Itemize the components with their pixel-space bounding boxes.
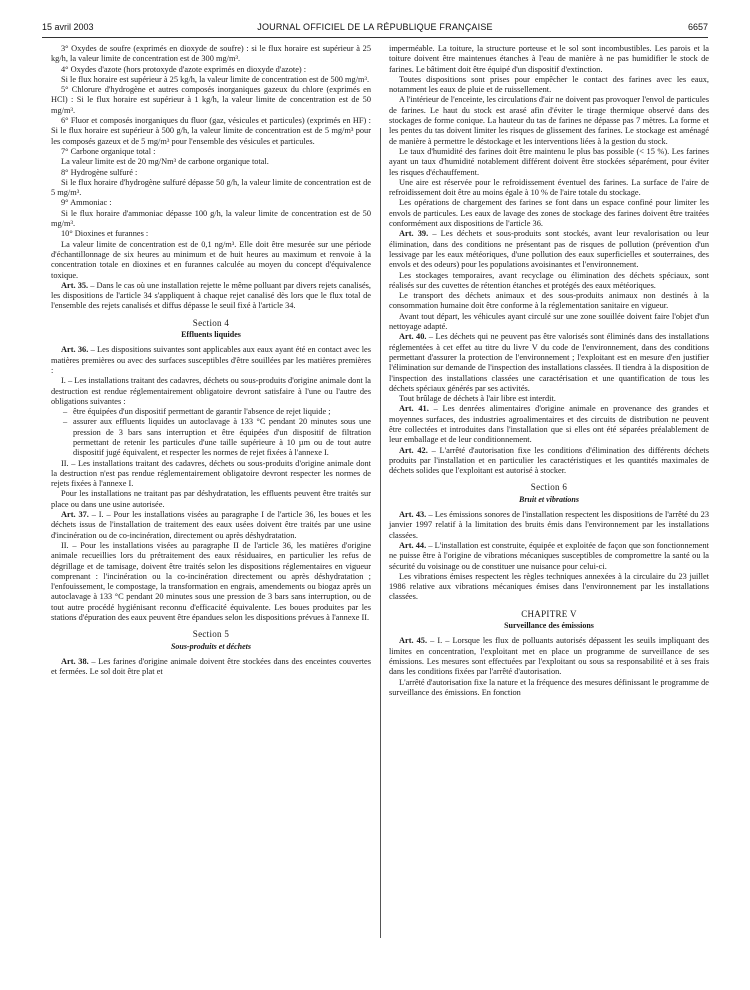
article-text: – Les farines d'origine animale doivent être stockées dans des enceintes couvertes et fermées. Le sol doit être plat et [51, 656, 371, 677]
article-text: – Les déchets et sous-produits sont stockés, avant leur revalorisation ou leur élimination, dans des conditions ne présentant pas de risques de pollution (prévention d'un lessivage par les eaux météoriques, d'une pollution des eaux superficielles et souterraines, des envols et des odeurs) pour les populations avoisinantes et l'environnement. [389, 229, 710, 270]
paragraph: Pour les installations ne traitant pas par déshydratation, les effluents peuvent être traités sur place ou dans une usine autorisée. [51, 489, 371, 509]
paragraph: Avant tout départ, les véhicules ayant circulé sur une zone souillée doivent faire l'objet d'un nettoyage adapté. [389, 311, 709, 332]
section-subtitle: Bruit et vibrations [518, 494, 579, 504]
article-label: Art. 41. [399, 404, 429, 414]
article-label: Art. 43. [399, 510, 427, 520]
paragraph: La valeur limite de concentration est de 0,1 ng/m³. Elle doit être mesurée sur une période d'échantillonnage de six heures au minimum et de huit heures au maximum et renvoie à la concentration totale en dioxines et en furannes calculée au moyen du concept d'équivalence toxique. [51, 239, 371, 280]
article-label: Art. 36. [61, 345, 89, 355]
article-label: Art. 40. [399, 332, 427, 342]
paragraph: Toutes dispositions sont prises pour empêcher le contact des farines avec les eaux, notamment les eaux de pluie et de ruissellement. [389, 74, 709, 95]
paragraph: 5° Chlorure d'hydrogène et autres composés inorganiques gazeux du chlore (exprimés en HCl) : Si le flux horaire est supérieur à 1 kg/h, la valeur limite de concentration est de 50 mg/m³. [51, 85, 371, 115]
paragraph: 6° Fluor et composés inorganiques du fluor (gaz, vésicules et particules) (exprimés en HF) : Si le flux horaire est supérieur à 500 g/h, la valeur limite de concentration est de 5 mg/m³ pour les composés gazeux et de 5 mg/m³ pour l'ensemble des vésicules et particules. [51, 116, 371, 146]
paragraph: I. – Les installations traitant des cadavres, déchets ou sous-produits d'origine animale dont la destruction est rendue réglementairement obligatoire devront satisfaire à l'une ou l'autre des obligations suivantes : [51, 376, 371, 406]
section-title: Section 4 [192, 317, 230, 328]
paragraph: Le transport des déchets animaux et des sous-produits animaux non destinés à la consommation humaine doit être conforme à la réglementation sanitaire en vigueur. [389, 291, 709, 311]
paragraph: Tout brûlage de déchets à l'air libre est interdit. [399, 394, 556, 404]
article-text: – Les denrées alimentaires d'origine animale en provenance des grandes et moyennes surfaces, des industries agroalimentaires et des circuits de distribution ne peuvent être collectées et introduites dans l'installation que si elles ont été séparées préalablement de leur emballage et de leur conditionnement. [389, 404, 709, 445]
article-label: Art. 42. [399, 445, 428, 455]
article-text: – Les dispositions suivantes sont applicables aux eaux ayant été en contact avec les matières premières ou avec des surfaces susceptibles d'être souillées par les matières premières : [51, 345, 371, 375]
paragraph: 3° Oxydes de soufre (exprimés en dioxyde de soufre) : si le flux horaire est supérieur à 25 kg/h, la valeur limite de concentration est de 300 mg/m³. [51, 44, 371, 64]
paragraph: Une aire est réservée pour le refroidissement éventuel des farines. La surface de l'aire de refroidissement doit être au moins égale à 10 % de l'aire totale du stockage. [389, 177, 709, 198]
header-rule [42, 37, 708, 38]
chapter-title: CHAPITRE V [521, 608, 577, 619]
paragraph: 9° Ammoniac : [61, 198, 112, 208]
header-journal-title: JOURNAL OFFICIEL DE LA RÉPUBLIQUE FRANÇAISE [257, 22, 493, 32]
article-35 [51, 281, 371, 312]
paragraph: Le taux d'humidité des farines doit être maintenu le plus bas possible (< 15 %). Les farines ayant un taux d'humidité notablement différent doivent être stockées séparément, pour éviter les risques d'échauffement. [389, 146, 709, 177]
article-36 [51, 345, 371, 376]
left-column [51, 44, 371, 678]
right-column [389, 44, 709, 698]
section-title: Section 6 [530, 482, 568, 493]
paragraph: Les stockages temporaires, avant recyclage ou élimination des déchets spéciaux, sont réalisés sur des cuvettes de rétention étanches et protégés des eaux météoriques. [389, 270, 709, 290]
article-45 [389, 636, 709, 677]
article-text: – L'arrêté d'autorisation fixe les conditions d'élimination des différents déchets produits par l'installation et en particulier les caractéristiques et les quantités maximales de déchets solides que l'exploitant est autorisé à stocker. [389, 445, 709, 476]
paragraph: A l'intérieur de l'enceinte, les circulations d'air ne doivent pas provoquer l'envol de particules de farines. Le haut du stock est arasé afin d'éviter le tirage thermique observé dans des stockages de forme conique. La hauteur du tas de farines ne dépasse pas 7 mètres. La forme et les pentes du tas doivent limiter les risques de glissement des farines. Le stockage est aménagé de manière à permettre le déstockage et les interventions liées à la gestion du stock. [389, 95, 709, 146]
paragraph: 7° Carbone organique total : [61, 146, 156, 156]
article-40 [389, 332, 709, 394]
article-38 [51, 657, 371, 678]
header-page-number: 6657 [687, 22, 708, 32]
article-text: – L'installation est construite, équipée et exploitée de façon que son fonctionnement ne puisse être à l'origine de vibrations mécaniques susceptibles de compromettre la santé ou la sécurité du voisinage ou de constituer une nuisance pour celui-ci. [389, 540, 709, 571]
paragraph: La valeur limite est de 20 mg/Nm³ de carbone organique total. [61, 157, 269, 167]
article-39 [389, 229, 709, 270]
article-41 [389, 404, 709, 445]
paragraph: Si le flux horaire d'ammoniac dépasse 100 g/h, la valeur limite de concentration est de 50 mg/m³. [51, 208, 371, 229]
article-text: – Dans le cas où une installation rejette le même polluant par divers rejets canalisés, les dispositions de l'article 34 s'appliquent à chaque rejet canalisé dès lors que le flux total de l'ensemble des rejets canalisés et diffus dépasse le seuil fixé à l'article 34. [51, 280, 371, 311]
article-label: Art. 39. [399, 229, 429, 239]
article-label: Art. 37. [61, 510, 89, 520]
column-divider [380, 128, 381, 938]
article-44 [389, 541, 709, 572]
article-text: – I. – Pour les installations visées au paragraphe I de l'article 36, les boues et les déchets issus de l'installation de traitement des eaux usées doivent être traités par une usine d'incinération ou de co-incinération, directement ou après déshydratation. [51, 510, 371, 540]
paragraph: 10° Dioxines et furannes : [61, 229, 149, 239]
article-text: – I. – Lorsque les flux de polluants autorisés dépassent les seuils impliquant des limites en concentration, l'exploitant met en place un programme de surveillance de ses émissions. Les mesures sont effectuées par l'exploitant ou sous sa responsabilité et à ses frais dans les conditions fixées par l'arrêté d'autorisation. [389, 636, 710, 677]
paragraph: 8° Hydrogène sulfuré : [61, 167, 138, 177]
paragraph: imperméable. La toiture, la structure porteuse et le sol sont incombustibles. Les parois et la toiture doivent être maintenues étanches à l'eau de manière à ne pas humidifier le stock de farines. Le bâtiment doit être équipé d'un dispositif d'extinction. [389, 44, 709, 74]
paragraph: Les vibrations émises respectent les règles techniques annexées à la circulaire du 23 juillet 1986 relative aux vibrations mécaniques émises dans l'environnement par les installations classées. [389, 571, 709, 602]
article-42 [389, 446, 709, 477]
paragraph: L'arrêté d'autorisation fixe la nature et la fréquence des mesures définissant le programme de surveillance des émissions. En fonction [389, 677, 709, 697]
paragraph: II. – Pour les installations visées au paragraphe II de l'article 36, les matières d'origine animale recueillies lors du prétraitement des eaux résiduaires, en particulier les refus de dégrillage et de tamisage, doivent être traités selon les dispositions réglementaires en vigueur comprenant : l'incinération ou la co-incinération directement ou après déshydratation ; l'enfouissement, le compostage, la transformation en engrais, amendements ou biogaz après un autoclavage à 133 °C pendant 20 minutes sous une pression de 3 bars sans interruption, ou de tout autre procédé hygiénisant reconnu d'efficacité équivalente. Les boues produites par les stations d'épuration des eaux peuvent être épandues selon les dispositions prévues à l'annexe II. [51, 540, 371, 623]
section-title: Section 5 [192, 629, 230, 640]
bullet-list [51, 407, 371, 458]
article-label: Art. 38. [61, 656, 89, 666]
page-header [42, 22, 708, 36]
article-label: Art. 45. [399, 636, 428, 646]
article-37 [51, 510, 371, 541]
article-43 [389, 510, 709, 541]
paragraph: Les opérations de chargement des farines se font dans un espace confiné pour limiter les envols de particules. Les eaux de lavage des zones de stockage des farines doivent être traitées conformément aux dispositions de l'article 36. [389, 198, 709, 229]
article-label: Art. 44. [399, 540, 427, 550]
section-subtitle: Effluents liquides [181, 330, 241, 340]
paragraph: 4° Oxydes d'azote (hors protoxyde d'azote exprimés en dioxyde d'azote) : [61, 64, 307, 74]
chapter-subtitle: Surveillance des émissions [504, 621, 594, 631]
paragraph: Si le flux horaire d'hydrogène sulfuré dépasse 50 g/h, la valeur limite de concentration est de 5 mg/m³. [51, 177, 371, 198]
paragraph: Si le flux horaire est supérieur à 25 kg/h, la valeur limite de concentration est de 500 mg/m³. [61, 74, 370, 84]
article-text: – Les déchets qui ne peuvent pas être valorisés sont éliminés dans des installations réglementées à cet effet au titre du livre V du code de l'environnement, dans des conditions permettant d'assurer la protection de l'environnement ; l'exploitant est en mesure d'en justifier l'élimination sur demande de l'inspection des installations classées. Il tiendra à la disposition de l'inspection des installations classées une caractérisation et une quantification de tous les déchets spéciaux générés par ses activités. [389, 332, 709, 393]
list-item: – assurer aux effluents liquides un autoclavage à 133 °C pendant 20 minutes sous une pression de 3 bars sans interruption et être équipées d'un dispositif de filtration permettant de retenir les particules d'une taille supérieure à 10 µm ou de tout autre dispositif jugé équivalent, et respecter les normes de rejet fixées à l'annexe I. [65, 417, 371, 458]
section-subtitle: Sous-produits et déchets [170, 641, 251, 651]
header-date: 15 avril 2003 [42, 22, 94, 32]
list-item: – être équipées d'un dispositif permettant de garantir l'absence de rejet liquide ; [65, 407, 371, 417]
paragraph: II. – Les installations traitant des cadavres, déchets ou sous-produits d'origine animale dont la destruction n'est pas rendue réglementairement obligatoire devront respecter les normes de rejets fixées à l'annexe I. [51, 458, 371, 489]
article-text: – Les émissions sonores de l'installation respectent les dispositions de l'arrêté du 23 janvier 1997 relatif à la limitation des bruits émis dans l'environnement par les installations classées. [389, 510, 709, 540]
article-label: Art. 35. [61, 280, 89, 290]
